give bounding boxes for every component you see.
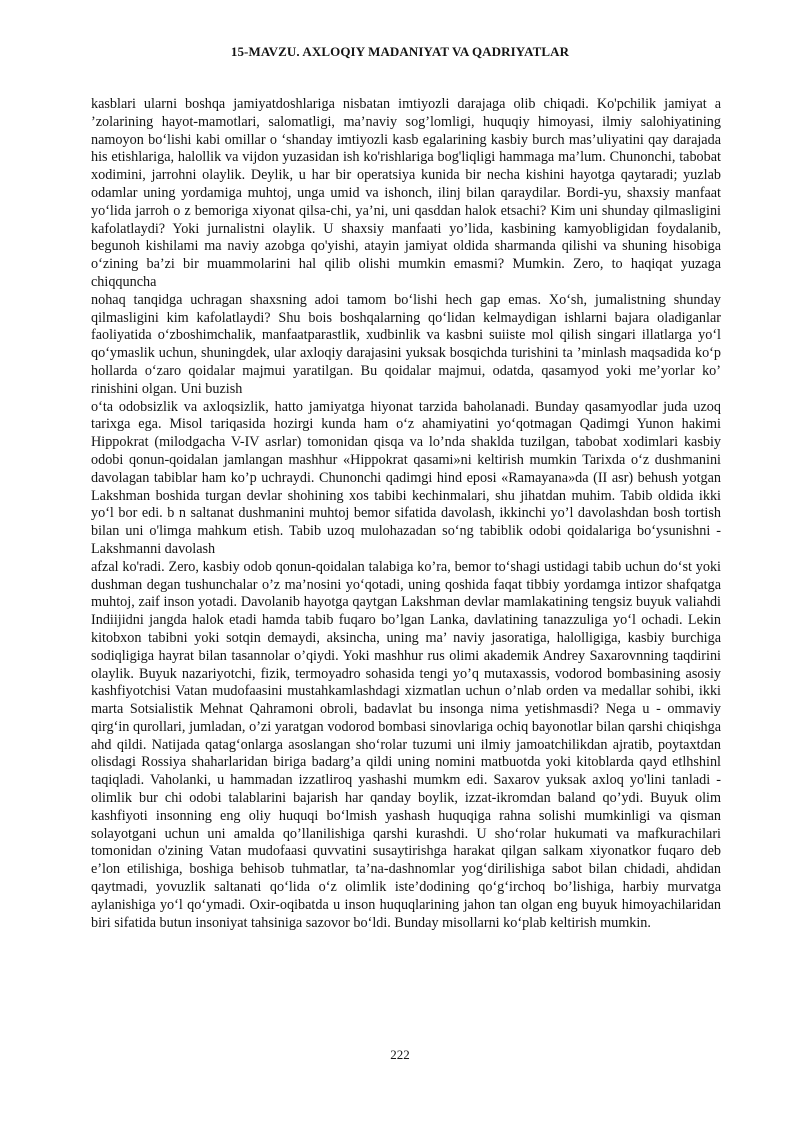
paragraph: nohaq tanqidga uchragan shaxsning adoi tamom bo‘lishi hech gap emas. Xo‘sh, jumalistning shunday qilmasligini kim kafolatlaydi? Shu bois boshqalarning qo‘lidan kelmaydigan ishlarni bajara oladiganlar faoliyatida o‘zboshimchalik, manfaatparastlik, xudbinlik va kasbni suiiste mol qilish singari illatlarga yo‘l qo‘ymaslik uchun, shuningdek, ular axloqiy darajasini yuksak bosqichda turishini ta ’minlash maqsadida ko‘p hollarda o‘zaro qoidalar majmui yaratilgan. Bu qoidalar majmui, odatda, qasamyod yoki me’yorlar ko’ rinishini olgan. Uni buzish	[91, 291, 721, 397]
paragraph: afzal ko'radi. Zero, kasbiy odob qonun-qoidalan talabiga ko’ra, bemor to‘shagi ustidagi tabib uchun do‘st yoki dushman degan tushunchalar o’z ma’nosini yo‘qotadi, uning qoshida faqat tibbiy yordamga intizor shafqatga muhtoj, zaif inson yotadi. Davolanib hayotga qaytgan Lakshman devlar mamlakatining tengsiz buyuk valiahdi Indiijidni jangda halok etadi hamda tabib fuqaro bo’lgan Lanka, davlatining tanazzuliga yo‘l ochadi. Lekin kitobxon tabibni yoki sotqin demaydi, aksincha, uning ma’ naviy jasoratiga, halolligiga, kasbiy burchiga sodiqligiga hayrat bilan tasannolar o’qiydi. Yoki mashhur rus olimi akademik Andrey Saxarovnning taqdirini olaylik. Buyuk nazariyotchi, fizik, termoyadro sohasida tengi yo’q mutaxassis, vodorod bombasining asosiy kashfiyotchisi Vatan mudofaasini mustahkamlashdagi xizmatlan uchun o’nlab orden va medallar sohibi, ikki marta Sotsialistik Mehnat Qahramoni obroli, badavlat bu insonga nima yetishmasdi? Nega u - ommaviy qirg‘in qurollari, jumladan, o’zi yaratgan vodorod bombasi sinovlariga ochiq bayonotlar bilan qarshi chiqishga ahd qildi. Natijada qatag‘onlarga asoslangan sho‘rolar tuzumi uni ilmiy jamoatchilikdan ajratib, poytaxtdan olisdagi Rossiya shaharlaridan biriga badarg’a qildi uning nomini matbuotda yoki kitoblarda qayd etlhshinl taqiqladi. Vaholanki, u hammadan izzatliroq yashashi mumkm edi. Saxarov yuksak axloq yo'lini tanladi - olimlik bur chi odobi talablarini bajarish har qanday boylik, izzat-ikromdan baland qo’ydi. Buyuk olim kashfiyoti insonning eng oliy huquqi bo‘lmish yashash huquqiga rahna solishi mumkinligi va qisman solayotgani uchun uni amalda qo’llanilishiga qarshi kurashdi. U sho‘rolar hukumati va mafkurachilari tomonidan o'zining Vatan mudofaasi quvvatini susaytirishga harakat qilgan salkam xiyonatkor fuqaro deb e’lon etilishiga, boshiga behisob tuhmatlar, ta’na-dashnomlar yog‘dirilishiga sabot bilan chidadi, ahdidan qaytmadi, yovuzlik saltanati qo‘lida o‘z olimlik iste’dodining qo‘g‘irchoq bo’lishiga, harbiy murvatga aylanishiga yo‘l qo‘ymadi. Oxir-oqibatda u inson huquqlarining jahon tan olgan eng buyuk himoyachilaridan biri sifatida butun insoniyat tahsiniga sazovor bo‘ldi. Bunday misollarni ko‘plab keltirish mumkin.	[91, 558, 721, 931]
paragraph: o‘ta odobsizlik va axloqsizlik, hatto jamiyatga hiyonat tarzida baholanadi. Bunday qasamyodlar juda uzoq tarixga ega. Misol tariqasida hozirgi kunda ham o‘z ahamiyatini yo‘qotmagan Qadimgi Yunon hakimi Hippokrat (milodgacha V-IV asrlar) tomonidan qisqa va lo’nda shaklda tuzilgan, tabobat xodimlari kasbiy odobi qonun-qoidalan jamlangan mashhur «Hippokrat qasami»ni keltirish mumkin Tarixda o‘z dushmanini davolagan tabiblar ham ko’p uchraydi. Chunonchi qadimgi hind eposi «Ramayana»da (II asr) behush yotgan Lakshman boshida turgan devlar shohining xos tabibi kechinmalari, shu jihatdan muhim. Tabib oldida ikki yo‘l bor edi. b n saltanat dushmanini muhtoj bemor sifatida davolash, ikkinchi yo’l davolashdan bosh tortish bilan uni o'limga mahkum etish. Tabib uzoq mulohazadan so‘ng tabiblik odobi qoidalariga bo‘ysunishni - Lakshmanni davolash	[91, 398, 721, 557]
page-number: 222	[390, 1047, 410, 1062]
running-header: 15-MAVZU. AXLOQIY MADANIYAT VA QADRIYATLAR	[230, 44, 570, 59]
body-text	[91, 96, 721, 932]
paragraph: kasblari ularni boshqa jamiyatdoshlariga nisbatan imtiyozli darajaga olib chiqadi. Ko'pchilik jamiyat a ’zolarining hayot-mamotlari, salomatligi, ma’naviy sog’lomligi, huquqiy himoyasi, ilmiy salohiyatining namoyon bo‘lishi kabi omillar o ‘shanday imtiyozli kasb egalarining kasbiy burch mas’uliyatini qay darajada his etishlariga, halollik va vijdon yuzasidan ish ko'rishlariga bog'liqligi hammaga ma’lum. Chunonchi, tabobat xodimini, jarrohni olaylik. Deylik, u har bir operatsiya kunida bir necha kishini hayotga qaytaradi; yuzlab odamlar uning yordamiga muhtoj, unga umid va ishonch, ilinj bilan qaraydilar. Bordi-yu, shaxsiy manfaat yo‘lida jarroh o z bemoriga xiyonat qilsa-chi, ya’ni, uni qasddan halok etsachi? Kim uni shunday qilmasligini kafolatlaydi? Yoki jurnalistni olaylik. U shaxsiy manfaati yo’lida, kasbining kamyobligidan foydalanib, begunoh kishilami ma naviy azobga qo'yishi, atayin jamiyat oldida sharmanda qilishi va shuning hisobiga o‘zining ba’zi bir muammolarini hal qilib olishi mumkin emasmi? Mumkin. Zero, to haqiqat yuzaga chiqquncha	[91, 96, 721, 290]
